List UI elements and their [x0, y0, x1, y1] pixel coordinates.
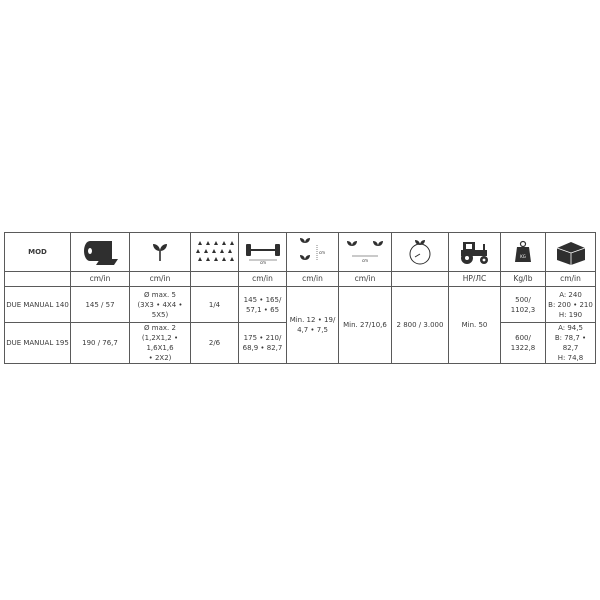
- units-weight: Kg/lb: [501, 272, 546, 287]
- axle-cm-label: cm: [259, 260, 266, 265]
- seedling-icon: [130, 233, 191, 272]
- units-plant: cm/in: [130, 272, 191, 287]
- units-row: [5, 272, 596, 287]
- spacing-value: [287, 287, 339, 364]
- weight-value: [501, 323, 546, 364]
- row-distance-icon: [339, 233, 392, 272]
- row-distance-value: Min. 27/10,6: [339, 287, 392, 364]
- plant-sizes: (1,2X1,2 • 1,6X1,6: [141, 334, 179, 352]
- dim-a: A: 94,5: [558, 324, 583, 332]
- weight-value: [501, 287, 546, 323]
- model-name: DUE MANUAL 195: [5, 323, 71, 364]
- units-speed: [392, 272, 449, 287]
- power-value: Min. 50: [449, 287, 501, 364]
- plant-value: [130, 323, 191, 364]
- box-dimensions-icon: [546, 233, 596, 272]
- icon-row: [5, 233, 596, 272]
- units-dimensions: cm/in: [546, 272, 596, 287]
- weight-lb: 1322,8: [510, 344, 536, 352]
- row-cm-label: cm: [361, 258, 369, 263]
- dimensions-value: [546, 287, 596, 323]
- roll-value: 145 / 57: [71, 287, 130, 323]
- axle-width-icon: [239, 233, 287, 272]
- plant-max: Ø max. 5: [144, 290, 176, 299]
- roll-value: 190 / 76,7: [71, 323, 130, 364]
- spacing-cm-label: cm: [318, 250, 325, 255]
- weight-icon: [501, 233, 546, 272]
- dim-a: A: 240: [559, 290, 582, 299]
- seed-rows-icon: [191, 233, 239, 272]
- weight-lb: 1102,3: [510, 305, 536, 314]
- dim-h: H: 190: [558, 310, 583, 319]
- dimensions-value: [546, 323, 596, 364]
- table-row: [5, 287, 596, 323]
- plant-spacing-icon: [287, 233, 339, 272]
- dim-b: B: 200 • 210: [548, 300, 593, 309]
- mod-header: MOD: [5, 233, 71, 272]
- width-value: [239, 287, 287, 323]
- weight-kg: 600/: [515, 334, 531, 342]
- units-roll: cm/in: [71, 272, 130, 287]
- width-cm: 175 • 210/: [243, 334, 282, 342]
- rows-value: 2/6: [191, 323, 239, 364]
- svg-text:KG: KG: [520, 254, 526, 259]
- rows-value: 1/4: [191, 287, 239, 323]
- plant-value: [130, 287, 191, 323]
- spacing-cm: Min. 12 • 19/: [289, 316, 336, 324]
- plant-sizes-cont: • 2X2): [148, 354, 172, 362]
- units-row-distance: cm/in: [339, 272, 392, 287]
- width-cm: 145 • 165/: [243, 295, 282, 304]
- units-mod-cell: [5, 272, 71, 287]
- width-in: 57,1 • 65: [245, 305, 280, 314]
- roll-icon: [71, 233, 130, 272]
- width-value: [239, 323, 287, 364]
- units-spacing: cm/in: [287, 272, 339, 287]
- weight-kg: 500/: [515, 295, 531, 304]
- speed-dial-icon: [392, 233, 449, 272]
- units-rows: [191, 272, 239, 287]
- dim-b: B: 78,7 • 82,7: [554, 334, 587, 352]
- spec-table: [4, 232, 596, 364]
- width-in: 68,9 • 82,7: [242, 344, 283, 352]
- plant-sizes: (3X3 • 4X4 • 5X5): [137, 300, 183, 319]
- plant-max: Ø max. 2: [144, 324, 176, 332]
- units-width: cm/in: [239, 272, 287, 287]
- speed-value: 2 800 / 3.000: [392, 287, 449, 364]
- dim-h: H: 74,8: [557, 354, 584, 362]
- spacing-in: 4,7 • 7,5: [297, 326, 328, 334]
- model-name: DUE MANUAL 140: [5, 287, 71, 323]
- units-power: HP/ЛС: [449, 272, 501, 287]
- tractor-icon: [449, 233, 501, 272]
